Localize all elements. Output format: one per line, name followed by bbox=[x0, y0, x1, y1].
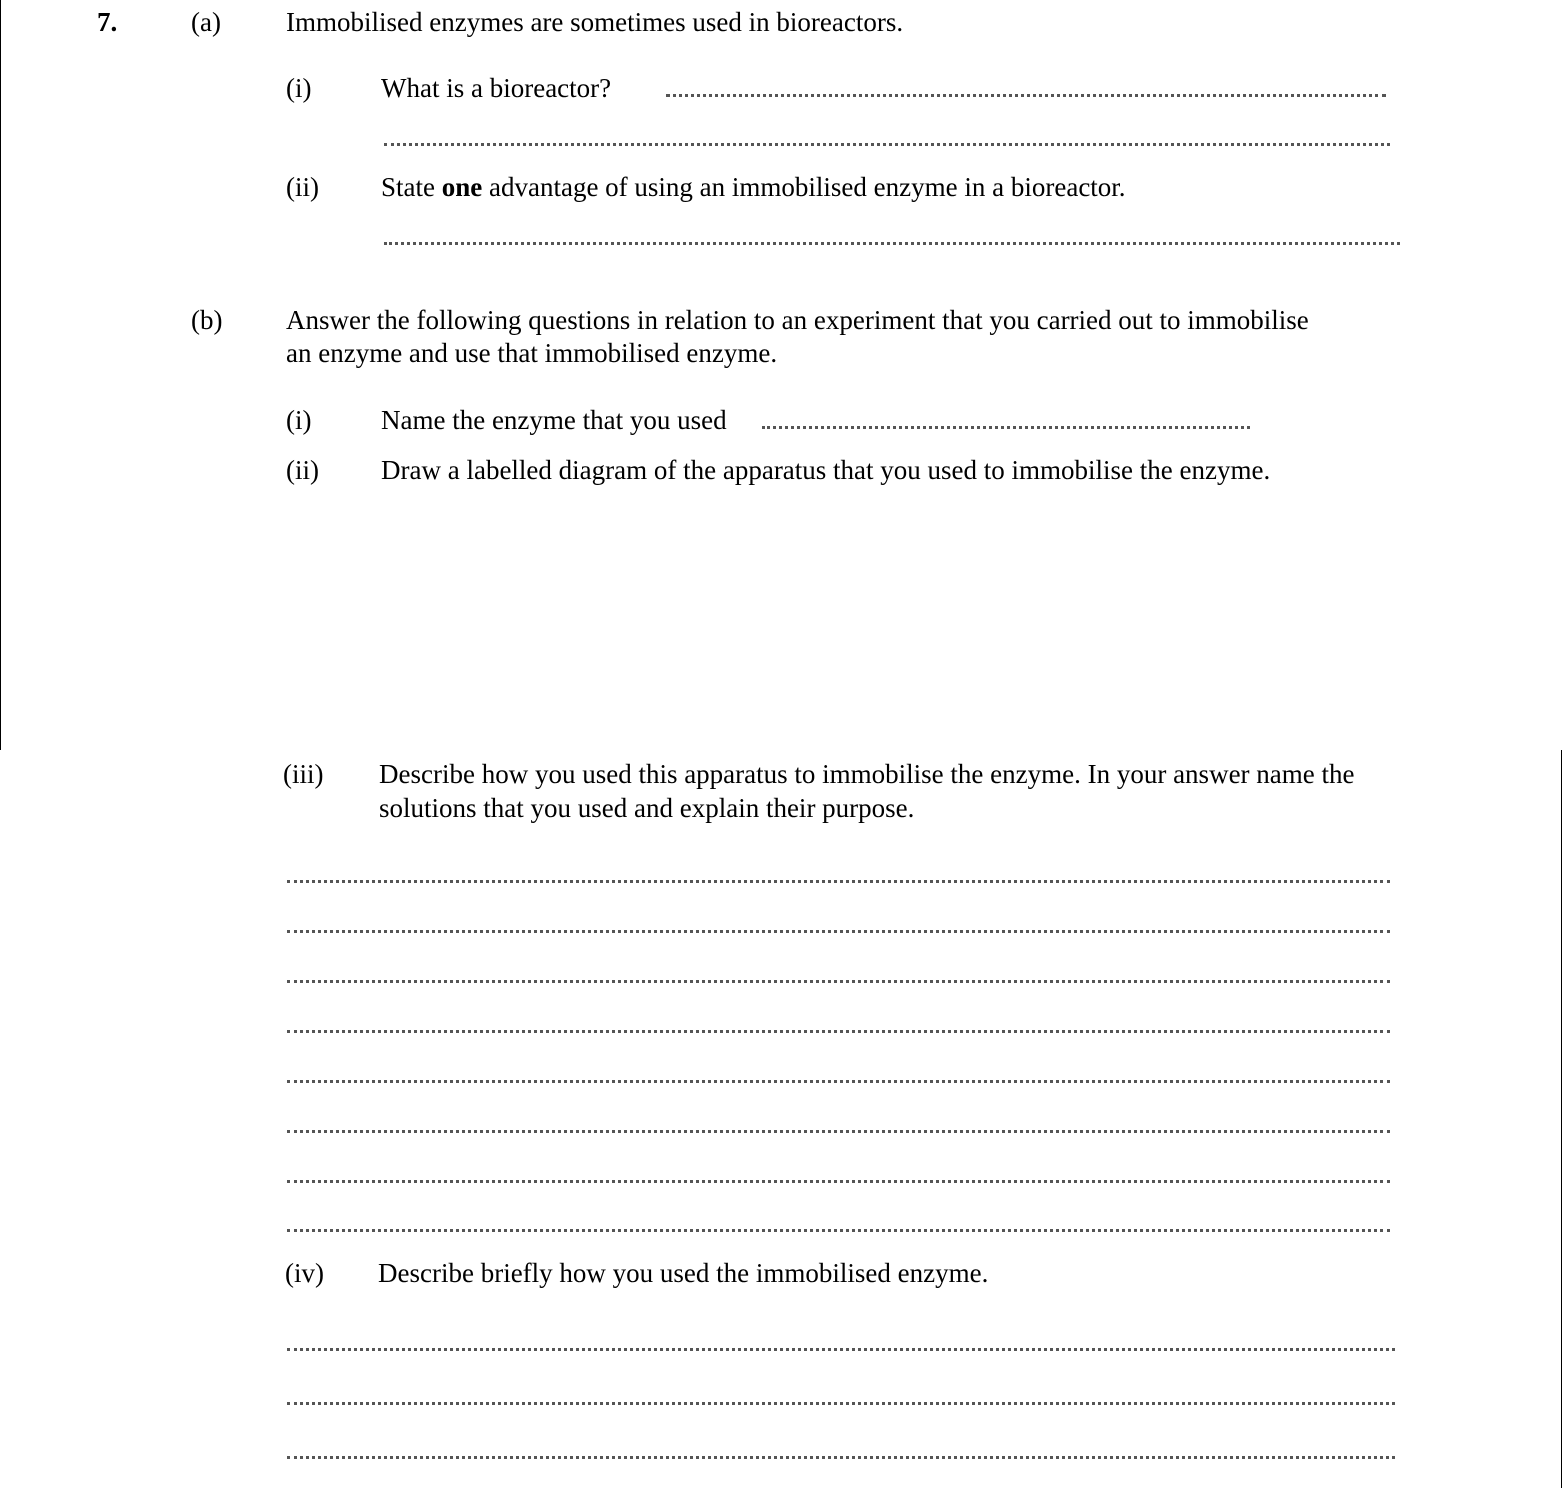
question-number: 7. bbox=[97, 7, 118, 37]
answer-line-b-iii-7[interactable] bbox=[287, 1180, 1390, 1183]
part-b-iv-label: (iv) bbox=[285, 1258, 324, 1288]
answer-line-b-iv-1[interactable] bbox=[287, 1348, 1395, 1351]
part-a-i-text: What is a bioreactor? bbox=[381, 73, 612, 103]
right-margin-line bbox=[1561, 750, 1562, 1488]
part-b-ii-label: (ii) bbox=[286, 455, 319, 485]
part-a-label: (a) bbox=[191, 7, 221, 37]
answer-line-b-iii-5[interactable] bbox=[287, 1080, 1390, 1083]
answer-line-b-iii-2[interactable] bbox=[287, 930, 1390, 933]
part-b-ii-text: Draw a labelled diagram of the apparatus that you used to immobilise the enzyme. bbox=[381, 455, 1271, 485]
left-margin-line bbox=[0, 0, 1, 750]
answer-line-b-iv-3[interactable] bbox=[287, 1456, 1395, 1459]
part-b-stem-line2: an enzyme and use that immobilised enzyme. bbox=[286, 338, 778, 368]
part-b-iv-text: Describe briefly how you used the immobilised enzyme. bbox=[378, 1258, 989, 1288]
answer-line-b-iii-3[interactable] bbox=[287, 980, 1390, 983]
answer-line-b-iv-2[interactable] bbox=[287, 1402, 1395, 1405]
part-a-ii-text-bold: one bbox=[441, 172, 483, 202]
answer-line-b-iii-8[interactable] bbox=[287, 1229, 1390, 1232]
part-a-ii-text bbox=[381, 174, 1126, 201]
part-b-iii-label: (iii) bbox=[283, 759, 324, 789]
part-b-i-label: (i) bbox=[286, 405, 312, 435]
part-a-i-label: (i) bbox=[286, 73, 312, 103]
answer-line-b-iii-4[interactable] bbox=[287, 1030, 1390, 1033]
answer-line-b-iii-1[interactable] bbox=[287, 880, 1390, 883]
answer-line-b-iii-6[interactable] bbox=[287, 1130, 1390, 1133]
answer-line-b-i[interactable] bbox=[762, 426, 1250, 429]
part-a-ii-text-before: State bbox=[381, 172, 442, 202]
part-b-i-text: Name the enzyme that you used bbox=[381, 405, 727, 435]
part-b-iii-line1: Describe how you used this apparatus to immobilise the enzyme. In your answer name the bbox=[379, 759, 1355, 789]
answer-line-a-i-1[interactable] bbox=[666, 94, 1386, 97]
part-b-stem-line1: Answer the following questions in relation to an experiment that you carried out to immobilise bbox=[286, 305, 1309, 335]
part-b-iii-line2: solutions that you used and explain their purpose. bbox=[379, 793, 915, 823]
answer-line-a-ii[interactable] bbox=[384, 242, 1400, 245]
part-a-ii-text-after: advantage of using an immobilised enzyme in a bioreactor. bbox=[482, 172, 1126, 202]
answer-line-a-i-2[interactable] bbox=[384, 143, 1390, 146]
part-a-stem: Immobilised enzymes are sometimes used in bioreactors. bbox=[286, 7, 904, 37]
part-a-ii-label: (ii) bbox=[286, 172, 319, 202]
diagram-answer-area[interactable] bbox=[286, 500, 1386, 740]
part-b-label: (b) bbox=[191, 305, 223, 335]
